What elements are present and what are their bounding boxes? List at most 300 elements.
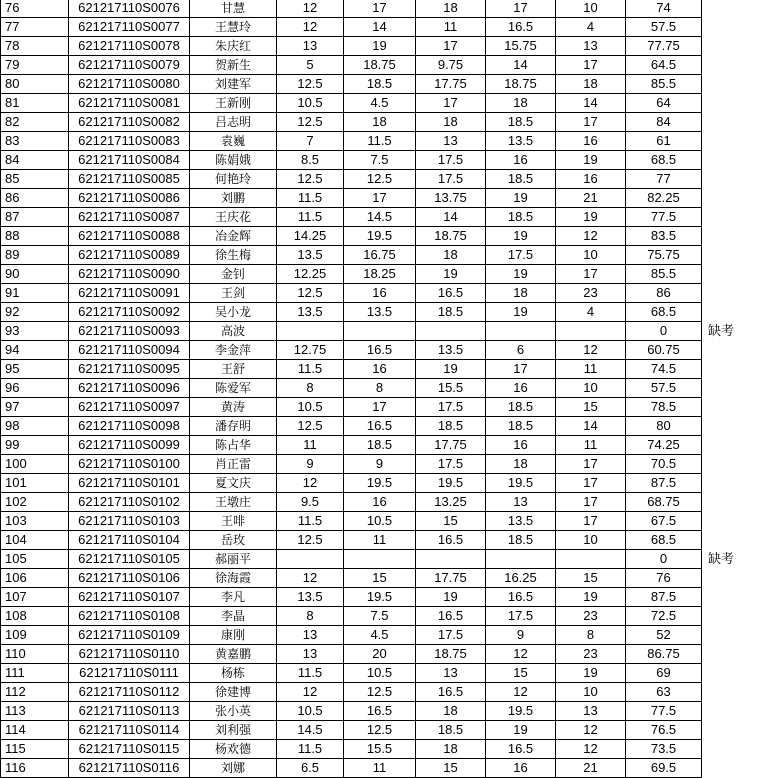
student-name-cell[interactable]: 贺新生 [190, 56, 277, 75]
total-score-cell[interactable]: 87.5 [626, 474, 702, 493]
student-name-cell[interactable]: 陈爱军 [190, 379, 277, 398]
score-1-cell[interactable]: 10.5 [277, 398, 344, 417]
total-score-cell[interactable]: 85.5 [626, 265, 702, 284]
score-2-cell[interactable]: 19.5 [344, 588, 416, 607]
student-name-cell[interactable]: 刘娜 [190, 759, 277, 778]
total-score-cell[interactable]: 77.5 [626, 208, 702, 227]
row-index-cell[interactable]: 84 [1, 151, 69, 170]
score-5-cell[interactable]: 14 [556, 94, 626, 113]
remark-cell[interactable] [702, 18, 770, 37]
total-score-cell[interactable]: 74 [626, 0, 702, 18]
remark-cell[interactable] [702, 227, 770, 246]
remark-cell[interactable] [702, 759, 770, 778]
score-2-cell[interactable]: 17 [344, 189, 416, 208]
score-2-cell[interactable]: 13.5 [344, 303, 416, 322]
score-3-cell[interactable]: 16.5 [416, 607, 486, 626]
student-name-cell[interactable]: 王慧玲 [190, 18, 277, 37]
student-name-cell[interactable]: 潘存明 [190, 417, 277, 436]
row-index-cell[interactable]: 94 [1, 341, 69, 360]
remark-cell[interactable] [702, 189, 770, 208]
score-3-cell[interactable]: 18 [416, 0, 486, 18]
remark-cell[interactable] [702, 417, 770, 436]
score-4-cell[interactable]: 18.75 [486, 75, 556, 94]
student-id-cell[interactable]: 621217110S0099 [69, 436, 190, 455]
student-name-cell[interactable]: 甘慧 [190, 0, 277, 18]
remark-cell[interactable] [702, 284, 770, 303]
score-4-cell[interactable] [486, 322, 556, 341]
score-1-cell[interactable]: 14.25 [277, 227, 344, 246]
score-3-cell[interactable]: 15 [416, 759, 486, 778]
score-3-cell[interactable]: 13 [416, 664, 486, 683]
total-score-cell[interactable]: 86.75 [626, 645, 702, 664]
total-score-cell[interactable]: 68.5 [626, 531, 702, 550]
score-2-cell[interactable]: 17 [344, 398, 416, 417]
score-2-cell[interactable]: 12.5 [344, 170, 416, 189]
score-5-cell[interactable]: 13 [556, 37, 626, 56]
score-2-cell[interactable]: 12.5 [344, 683, 416, 702]
student-name-cell[interactable]: 陈娟娥 [190, 151, 277, 170]
remark-cell[interactable] [702, 569, 770, 588]
row-index-cell[interactable]: 113 [1, 702, 69, 721]
student-id-cell[interactable]: 621217110S0092 [69, 303, 190, 322]
remark-cell[interactable] [702, 531, 770, 550]
score-5-cell[interactable]: 21 [556, 189, 626, 208]
score-1-cell[interactable]: 12.5 [277, 113, 344, 132]
row-index-cell[interactable]: 116 [1, 759, 69, 778]
score-2-cell[interactable]: 17 [344, 0, 416, 18]
total-score-cell[interactable]: 68.5 [626, 151, 702, 170]
score-4-cell[interactable]: 12 [486, 645, 556, 664]
student-id-cell[interactable]: 621217110S0096 [69, 379, 190, 398]
score-3-cell[interactable]: 13.5 [416, 341, 486, 360]
student-id-cell[interactable]: 621217110S0107 [69, 588, 190, 607]
student-name-cell[interactable]: 金钊 [190, 265, 277, 284]
remark-cell[interactable] [702, 626, 770, 645]
score-2-cell[interactable]: 11 [344, 531, 416, 550]
score-3-cell[interactable]: 14 [416, 208, 486, 227]
score-5-cell[interactable]: 19 [556, 588, 626, 607]
student-id-cell[interactable]: 621217110S0095 [69, 360, 190, 379]
total-score-cell[interactable]: 80 [626, 417, 702, 436]
score-5-cell[interactable]: 21 [556, 759, 626, 778]
remark-cell[interactable] [702, 37, 770, 56]
score-3-cell[interactable]: 19 [416, 265, 486, 284]
score-4-cell[interactable]: 16.5 [486, 740, 556, 759]
row-index-cell[interactable]: 95 [1, 360, 69, 379]
score-2-cell[interactable]: 16.75 [344, 246, 416, 265]
score-4-cell[interactable]: 16 [486, 436, 556, 455]
row-index-cell[interactable]: 110 [1, 645, 69, 664]
student-id-cell[interactable]: 621217110S0114 [69, 721, 190, 740]
student-id-cell[interactable]: 621217110S0115 [69, 740, 190, 759]
student-id-cell[interactable]: 621217110S0085 [69, 170, 190, 189]
score-5-cell[interactable]: 10 [556, 246, 626, 265]
remark-cell[interactable] [702, 151, 770, 170]
score-3-cell[interactable]: 17.5 [416, 170, 486, 189]
score-4-cell[interactable]: 17.5 [486, 607, 556, 626]
score-2-cell[interactable]: 19.5 [344, 227, 416, 246]
total-score-cell[interactable]: 61 [626, 132, 702, 151]
score-1-cell[interactable]: 12 [277, 569, 344, 588]
remark-cell[interactable] [702, 360, 770, 379]
total-score-cell[interactable]: 84 [626, 113, 702, 132]
row-index-cell[interactable]: 108 [1, 607, 69, 626]
row-index-cell[interactable]: 79 [1, 56, 69, 75]
score-3-cell[interactable]: 16.5 [416, 531, 486, 550]
score-5-cell[interactable]: 12 [556, 721, 626, 740]
remark-cell[interactable] [702, 246, 770, 265]
score-2-cell[interactable]: 20 [344, 645, 416, 664]
score-2-cell[interactable]: 10.5 [344, 664, 416, 683]
score-1-cell[interactable]: 13.5 [277, 303, 344, 322]
score-1-cell[interactable]: 12.5 [277, 170, 344, 189]
row-index-cell[interactable]: 112 [1, 683, 69, 702]
total-score-cell[interactable]: 70.5 [626, 455, 702, 474]
score-3-cell[interactable]: 18 [416, 740, 486, 759]
score-5-cell[interactable]: 23 [556, 284, 626, 303]
student-name-cell[interactable]: 徐海霞 [190, 569, 277, 588]
student-name-cell[interactable]: 高波 [190, 322, 277, 341]
score-5-cell[interactable]: 17 [556, 493, 626, 512]
score-3-cell[interactable]: 17 [416, 37, 486, 56]
score-1-cell[interactable]: 9 [277, 455, 344, 474]
score-5-cell[interactable]: 10 [556, 531, 626, 550]
student-name-cell[interactable]: 张小英 [190, 702, 277, 721]
row-index-cell[interactable]: 101 [1, 474, 69, 493]
student-id-cell[interactable]: 621217110S0113 [69, 702, 190, 721]
score-5-cell[interactable]: 17 [556, 512, 626, 531]
score-5-cell[interactable]: 18 [556, 75, 626, 94]
score-1-cell[interactable]: 11 [277, 436, 344, 455]
score-1-cell[interactable]: 11.5 [277, 512, 344, 531]
score-2-cell[interactable]: 15.5 [344, 740, 416, 759]
row-index-cell[interactable]: 96 [1, 379, 69, 398]
score-1-cell[interactable]: 11.5 [277, 189, 344, 208]
student-name-cell[interactable]: 王啡 [190, 512, 277, 531]
score-1-cell[interactable]: 12 [277, 474, 344, 493]
score-1-cell[interactable]: 11.5 [277, 360, 344, 379]
row-index-cell[interactable]: 77 [1, 18, 69, 37]
student-id-cell[interactable]: 621217110S0086 [69, 189, 190, 208]
remark-cell[interactable] [702, 56, 770, 75]
score-3-cell[interactable] [416, 550, 486, 569]
score-2-cell[interactable]: 16.5 [344, 341, 416, 360]
total-score-cell[interactable]: 60.75 [626, 341, 702, 360]
remark-cell[interactable] [702, 702, 770, 721]
score-4-cell[interactable]: 15.75 [486, 37, 556, 56]
row-index-cell[interactable]: 76 [1, 0, 69, 18]
score-5-cell[interactable]: 15 [556, 398, 626, 417]
score-2-cell[interactable] [344, 322, 416, 341]
score-4-cell[interactable]: 18 [486, 455, 556, 474]
score-5-cell[interactable]: 13 [556, 702, 626, 721]
score-2-cell[interactable]: 19.5 [344, 474, 416, 493]
row-index-cell[interactable]: 89 [1, 246, 69, 265]
row-index-cell[interactable]: 100 [1, 455, 69, 474]
score-4-cell[interactable]: 19 [486, 303, 556, 322]
score-4-cell[interactable]: 17 [486, 0, 556, 18]
student-name-cell[interactable]: 黄嘉鹏 [190, 645, 277, 664]
score-3-cell[interactable]: 19 [416, 588, 486, 607]
score-2-cell[interactable]: 4.5 [344, 626, 416, 645]
row-index-cell[interactable]: 86 [1, 189, 69, 208]
student-id-cell[interactable]: 621217110S0110 [69, 645, 190, 664]
score-4-cell[interactable]: 16.5 [486, 18, 556, 37]
score-5-cell[interactable] [556, 550, 626, 569]
score-5-cell[interactable]: 16 [556, 170, 626, 189]
score-3-cell[interactable]: 17.5 [416, 151, 486, 170]
total-score-cell[interactable]: 82.25 [626, 189, 702, 208]
total-score-cell[interactable]: 76.5 [626, 721, 702, 740]
score-1-cell[interactable]: 13 [277, 645, 344, 664]
score-5-cell[interactable]: 17 [556, 474, 626, 493]
student-name-cell[interactable]: 李凡 [190, 588, 277, 607]
score-1-cell[interactable]: 12.25 [277, 265, 344, 284]
score-2-cell[interactable]: 16 [344, 360, 416, 379]
remark-cell[interactable] [702, 132, 770, 151]
score-4-cell[interactable]: 17 [486, 360, 556, 379]
score-1-cell[interactable]: 12.5 [277, 417, 344, 436]
score-3-cell[interactable]: 18.5 [416, 721, 486, 740]
row-index-cell[interactable]: 88 [1, 227, 69, 246]
score-2-cell[interactable]: 16.5 [344, 417, 416, 436]
score-5-cell[interactable]: 12 [556, 341, 626, 360]
total-score-cell[interactable]: 57.5 [626, 18, 702, 37]
score-2-cell[interactable]: 9 [344, 455, 416, 474]
student-id-cell[interactable]: 621217110S0108 [69, 607, 190, 626]
student-name-cell[interactable]: 吕志明 [190, 113, 277, 132]
student-name-cell[interactable]: 夏文庆 [190, 474, 277, 493]
score-4-cell[interactable]: 13.5 [486, 512, 556, 531]
row-index-cell[interactable]: 91 [1, 284, 69, 303]
score-4-cell[interactable]: 18 [486, 284, 556, 303]
row-index-cell[interactable]: 82 [1, 113, 69, 132]
total-score-cell[interactable]: 64 [626, 94, 702, 113]
score-2-cell[interactable]: 19 [344, 37, 416, 56]
remark-cell[interactable] [702, 683, 770, 702]
score-1-cell[interactable]: 13 [277, 626, 344, 645]
student-id-cell[interactable]: 621217110S0116 [69, 759, 190, 778]
score-1-cell[interactable]: 13.5 [277, 588, 344, 607]
total-score-cell[interactable]: 76 [626, 569, 702, 588]
student-id-cell[interactable]: 621217110S0081 [69, 94, 190, 113]
score-3-cell[interactable] [416, 322, 486, 341]
student-name-cell[interactable]: 徐建博 [190, 683, 277, 702]
row-index-cell[interactable]: 114 [1, 721, 69, 740]
score-3-cell[interactable]: 9.75 [416, 56, 486, 75]
row-index-cell[interactable]: 115 [1, 740, 69, 759]
score-4-cell[interactable]: 18 [486, 94, 556, 113]
score-3-cell[interactable]: 11 [416, 18, 486, 37]
score-1-cell[interactable]: 12.5 [277, 284, 344, 303]
score-5-cell[interactable]: 10 [556, 379, 626, 398]
score-3-cell[interactable]: 13.75 [416, 189, 486, 208]
score-3-cell[interactable]: 18 [416, 702, 486, 721]
student-id-cell[interactable]: 621217110S0078 [69, 37, 190, 56]
total-score-cell[interactable]: 75.75 [626, 246, 702, 265]
student-id-cell[interactable]: 621217110S0080 [69, 75, 190, 94]
student-id-cell[interactable]: 621217110S0101 [69, 474, 190, 493]
score-4-cell[interactable]: 19 [486, 265, 556, 284]
score-3-cell[interactable]: 19.5 [416, 474, 486, 493]
score-4-cell[interactable]: 18.5 [486, 417, 556, 436]
student-id-cell[interactable]: 621217110S0091 [69, 284, 190, 303]
score-5-cell[interactable]: 17 [556, 56, 626, 75]
total-score-cell[interactable]: 52 [626, 626, 702, 645]
remark-cell[interactable] [702, 0, 770, 18]
score-3-cell[interactable]: 18 [416, 113, 486, 132]
score-2-cell[interactable]: 11 [344, 759, 416, 778]
student-name-cell[interactable]: 杨欢德 [190, 740, 277, 759]
score-2-cell[interactable]: 16.5 [344, 702, 416, 721]
total-score-cell[interactable]: 72.5 [626, 607, 702, 626]
row-index-cell[interactable]: 98 [1, 417, 69, 436]
total-score-cell[interactable]: 85.5 [626, 75, 702, 94]
student-name-cell[interactable]: 冶金辉 [190, 227, 277, 246]
total-score-cell[interactable]: 68.5 [626, 303, 702, 322]
total-score-cell[interactable]: 67.5 [626, 512, 702, 531]
score-5-cell[interactable]: 19 [556, 151, 626, 170]
score-4-cell[interactable]: 19 [486, 189, 556, 208]
score-2-cell[interactable]: 7.5 [344, 151, 416, 170]
score-5-cell[interactable]: 8 [556, 626, 626, 645]
score-5-cell[interactable]: 23 [556, 607, 626, 626]
score-4-cell[interactable]: 18.5 [486, 531, 556, 550]
score-1-cell[interactable]: 13 [277, 37, 344, 56]
score-5-cell[interactable]: 23 [556, 645, 626, 664]
total-score-cell[interactable]: 0 [626, 322, 702, 341]
remark-cell[interactable] [702, 113, 770, 132]
score-3-cell[interactable]: 17.5 [416, 626, 486, 645]
row-index-cell[interactable]: 90 [1, 265, 69, 284]
student-name-cell[interactable]: 郝丽平 [190, 550, 277, 569]
score-1-cell[interactable]: 8 [277, 607, 344, 626]
score-4-cell[interactable]: 14 [486, 56, 556, 75]
remark-cell[interactable] [702, 265, 770, 284]
student-id-cell[interactable]: 621217110S0084 [69, 151, 190, 170]
total-score-cell[interactable]: 74.25 [626, 436, 702, 455]
score-2-cell[interactable]: 8 [344, 379, 416, 398]
student-id-cell[interactable]: 621217110S0089 [69, 246, 190, 265]
score-4-cell[interactable]: 13 [486, 493, 556, 512]
score-2-cell[interactable]: 16 [344, 284, 416, 303]
remark-cell[interactable] [702, 94, 770, 113]
remark-cell[interactable] [702, 721, 770, 740]
score-1-cell[interactable]: 7 [277, 132, 344, 151]
row-index-cell[interactable]: 106 [1, 569, 69, 588]
student-name-cell[interactable]: 王庆花 [190, 208, 277, 227]
student-id-cell[interactable]: 621217110S0097 [69, 398, 190, 417]
row-index-cell[interactable]: 85 [1, 170, 69, 189]
remark-cell[interactable] [702, 436, 770, 455]
score-2-cell[interactable]: 18.25 [344, 265, 416, 284]
score-3-cell[interactable]: 16.5 [416, 683, 486, 702]
score-5-cell[interactable]: 14 [556, 417, 626, 436]
score-4-cell[interactable]: 16 [486, 379, 556, 398]
score-4-cell[interactable]: 18.5 [486, 208, 556, 227]
score-2-cell[interactable]: 15 [344, 569, 416, 588]
score-2-cell[interactable]: 11.5 [344, 132, 416, 151]
student-name-cell[interactable]: 何艳玲 [190, 170, 277, 189]
score-4-cell[interactable]: 15 [486, 664, 556, 683]
row-index-cell[interactable]: 109 [1, 626, 69, 645]
total-score-cell[interactable]: 73.5 [626, 740, 702, 759]
row-index-cell[interactable]: 102 [1, 493, 69, 512]
score-1-cell[interactable]: 11.5 [277, 740, 344, 759]
score-1-cell[interactable]: 14.5 [277, 721, 344, 740]
score-2-cell[interactable]: 12.5 [344, 721, 416, 740]
student-name-cell[interactable]: 徐生梅 [190, 246, 277, 265]
score-1-cell[interactable]: 6.5 [277, 759, 344, 778]
score-3-cell[interactable]: 18 [416, 246, 486, 265]
total-score-cell[interactable]: 68.75 [626, 493, 702, 512]
score-3-cell[interactable]: 16.5 [416, 284, 486, 303]
student-id-cell[interactable]: 621217110S0083 [69, 132, 190, 151]
score-4-cell[interactable]: 19.5 [486, 702, 556, 721]
score-4-cell[interactable]: 13.5 [486, 132, 556, 151]
score-5-cell[interactable]: 17 [556, 113, 626, 132]
row-index-cell[interactable]: 105 [1, 550, 69, 569]
student-id-cell[interactable]: 621217110S0103 [69, 512, 190, 531]
total-score-cell[interactable]: 83.5 [626, 227, 702, 246]
row-index-cell[interactable]: 93 [1, 322, 69, 341]
total-score-cell[interactable]: 57.5 [626, 379, 702, 398]
score-1-cell[interactable]: 5 [277, 56, 344, 75]
score-2-cell[interactable]: 18.5 [344, 75, 416, 94]
score-5-cell[interactable]: 17 [556, 455, 626, 474]
student-id-cell[interactable]: 621217110S0100 [69, 455, 190, 474]
student-name-cell[interactable]: 李金萍 [190, 341, 277, 360]
student-id-cell[interactable]: 621217110S0087 [69, 208, 190, 227]
remark-cell[interactable] [702, 493, 770, 512]
score-3-cell[interactable]: 17.75 [416, 436, 486, 455]
remark-cell[interactable] [702, 607, 770, 626]
score-2-cell[interactable]: 16 [344, 493, 416, 512]
score-5-cell[interactable]: 19 [556, 208, 626, 227]
total-score-cell[interactable]: 64.5 [626, 56, 702, 75]
row-index-cell[interactable]: 104 [1, 531, 69, 550]
student-name-cell[interactable]: 王墩庄 [190, 493, 277, 512]
score-2-cell[interactable]: 7.5 [344, 607, 416, 626]
student-id-cell[interactable]: 621217110S0109 [69, 626, 190, 645]
score-3-cell[interactable]: 18.5 [416, 303, 486, 322]
remark-cell[interactable] [702, 588, 770, 607]
student-name-cell[interactable]: 黄涛 [190, 398, 277, 417]
score-2-cell[interactable]: 18 [344, 113, 416, 132]
score-5-cell[interactable]: 4 [556, 303, 626, 322]
row-index-cell[interactable]: 78 [1, 37, 69, 56]
student-name-cell[interactable]: 朱庆红 [190, 37, 277, 56]
row-index-cell[interactable]: 81 [1, 94, 69, 113]
score-3-cell[interactable]: 13.25 [416, 493, 486, 512]
remark-cell[interactable] [702, 379, 770, 398]
total-score-cell[interactable]: 77 [626, 170, 702, 189]
student-name-cell[interactable]: 王新刚 [190, 94, 277, 113]
remark-cell[interactable]: 缺考 [702, 322, 770, 341]
score-3-cell[interactable]: 15.5 [416, 379, 486, 398]
student-id-cell[interactable]: 621217110S0105 [69, 550, 190, 569]
score-5-cell[interactable] [556, 322, 626, 341]
student-id-cell[interactable]: 621217110S0098 [69, 417, 190, 436]
score-5-cell[interactable]: 11 [556, 436, 626, 455]
total-score-cell[interactable]: 87.5 [626, 588, 702, 607]
score-3-cell[interactable]: 17.75 [416, 569, 486, 588]
score-4-cell[interactable]: 18.5 [486, 113, 556, 132]
student-name-cell[interactable]: 吴小龙 [190, 303, 277, 322]
score-2-cell[interactable] [344, 550, 416, 569]
remark-cell[interactable]: 缺考 [702, 550, 770, 569]
student-name-cell[interactable]: 陈占华 [190, 436, 277, 455]
